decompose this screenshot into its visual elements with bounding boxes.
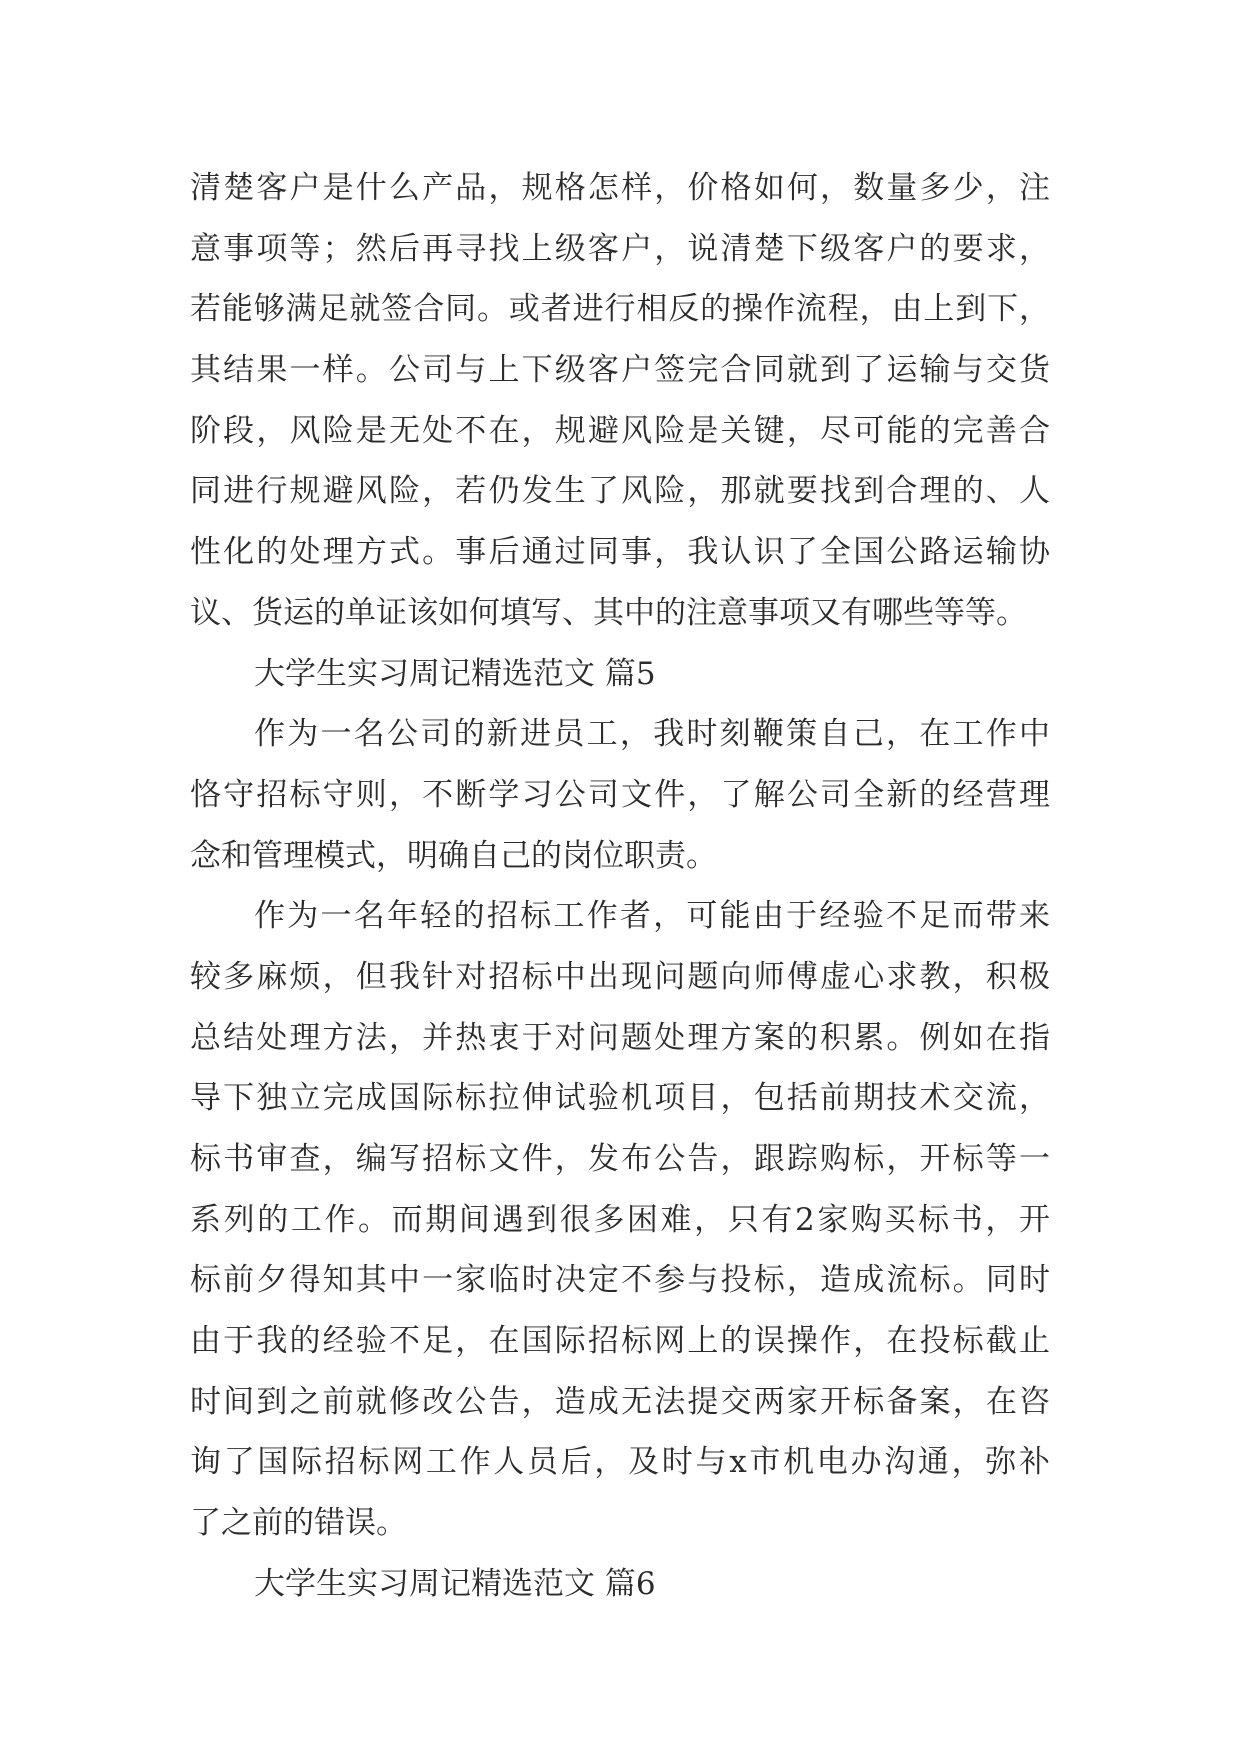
text-line: 时间到之前就修改公告，造成无法提交两家开标备案，在咨 [190, 1383, 1050, 1420]
paragraph-first-line: 作为一名年轻的招标工作者，可能由于经验不足而带来 [254, 898, 1050, 935]
text-line: 较多麻烦，但我针对招标中出现问题向师傅虚心求教，积极 [190, 958, 1050, 995]
text-line: 导下独立完成国际标拉伸试验机项目，包括前期技术交流， [190, 1080, 1050, 1117]
paragraph-first-line: 作为一名公司的新进员工，我时刻鞭策自己，在工作中 [254, 716, 1050, 753]
text-line: 标前夕得知其中一家临时决定不参与投标，造成流标。同时 [190, 1262, 1050, 1299]
text-line: 阶段，风险是无处不在，规避风险是关键，尽可能的完善合 [190, 412, 1050, 449]
text-line: 性化的处理方式。事后通过同事，我认识了全国公路运输协 [190, 534, 1050, 571]
text-line: 标书审查，编写招标文件，发布公告，跟踪购标，开标等一 [190, 1141, 1050, 1177]
text-line: 系列的工作。而期间遇到很多困难，只有2家购买标书，开 [190, 1201, 1050, 1238]
text-line: 了之前的错误。 [190, 1505, 407, 1542]
text-line: 念和管理模式，明确自己的岗位职责。 [190, 837, 717, 874]
text-line: 由于我的经验不足，在国际招标网上的误操作，在投标截止 [190, 1323, 1050, 1360]
text-line: 总结处理方法，并热衷于对问题处理方案的积累。例如在指 [190, 1019, 1050, 1056]
text-line: 同进行规避风险，若仍发生了风险，那就要找到合理的、人 [190, 473, 1050, 510]
text-line: 议、货运的单证该如何填写、其中的注意事项又有哪些等等。 [190, 594, 1027, 631]
section-heading: 大学生实习周记精选范文 篇6 [254, 1565, 656, 1602]
text-line: 恪守招标守则，不断学习公司文件，了解公司全新的经营理 [190, 776, 1050, 813]
text-line: 意事项等；然后再寻找上级客户，说清楚下级客户的要求， [190, 230, 1050, 267]
document-body [190, 158, 1050, 1615]
text-line: 其结果一样。公司与上下级客户签完合同就到了运输与交货 [190, 352, 1050, 389]
text-line: 询了国际招标网工作人员后，及时与x市机电办沟通，弥补 [190, 1444, 1050, 1481]
text-line: 若能够满足就签合同。或者进行相反的操作流程，由上到下， [190, 291, 1050, 328]
text-line: 清楚客户是什么产品，规格怎样，价格如何，数量多少，注 [190, 170, 1050, 206]
section-heading: 大学生实习周记精选范文 篇5 [254, 655, 656, 692]
